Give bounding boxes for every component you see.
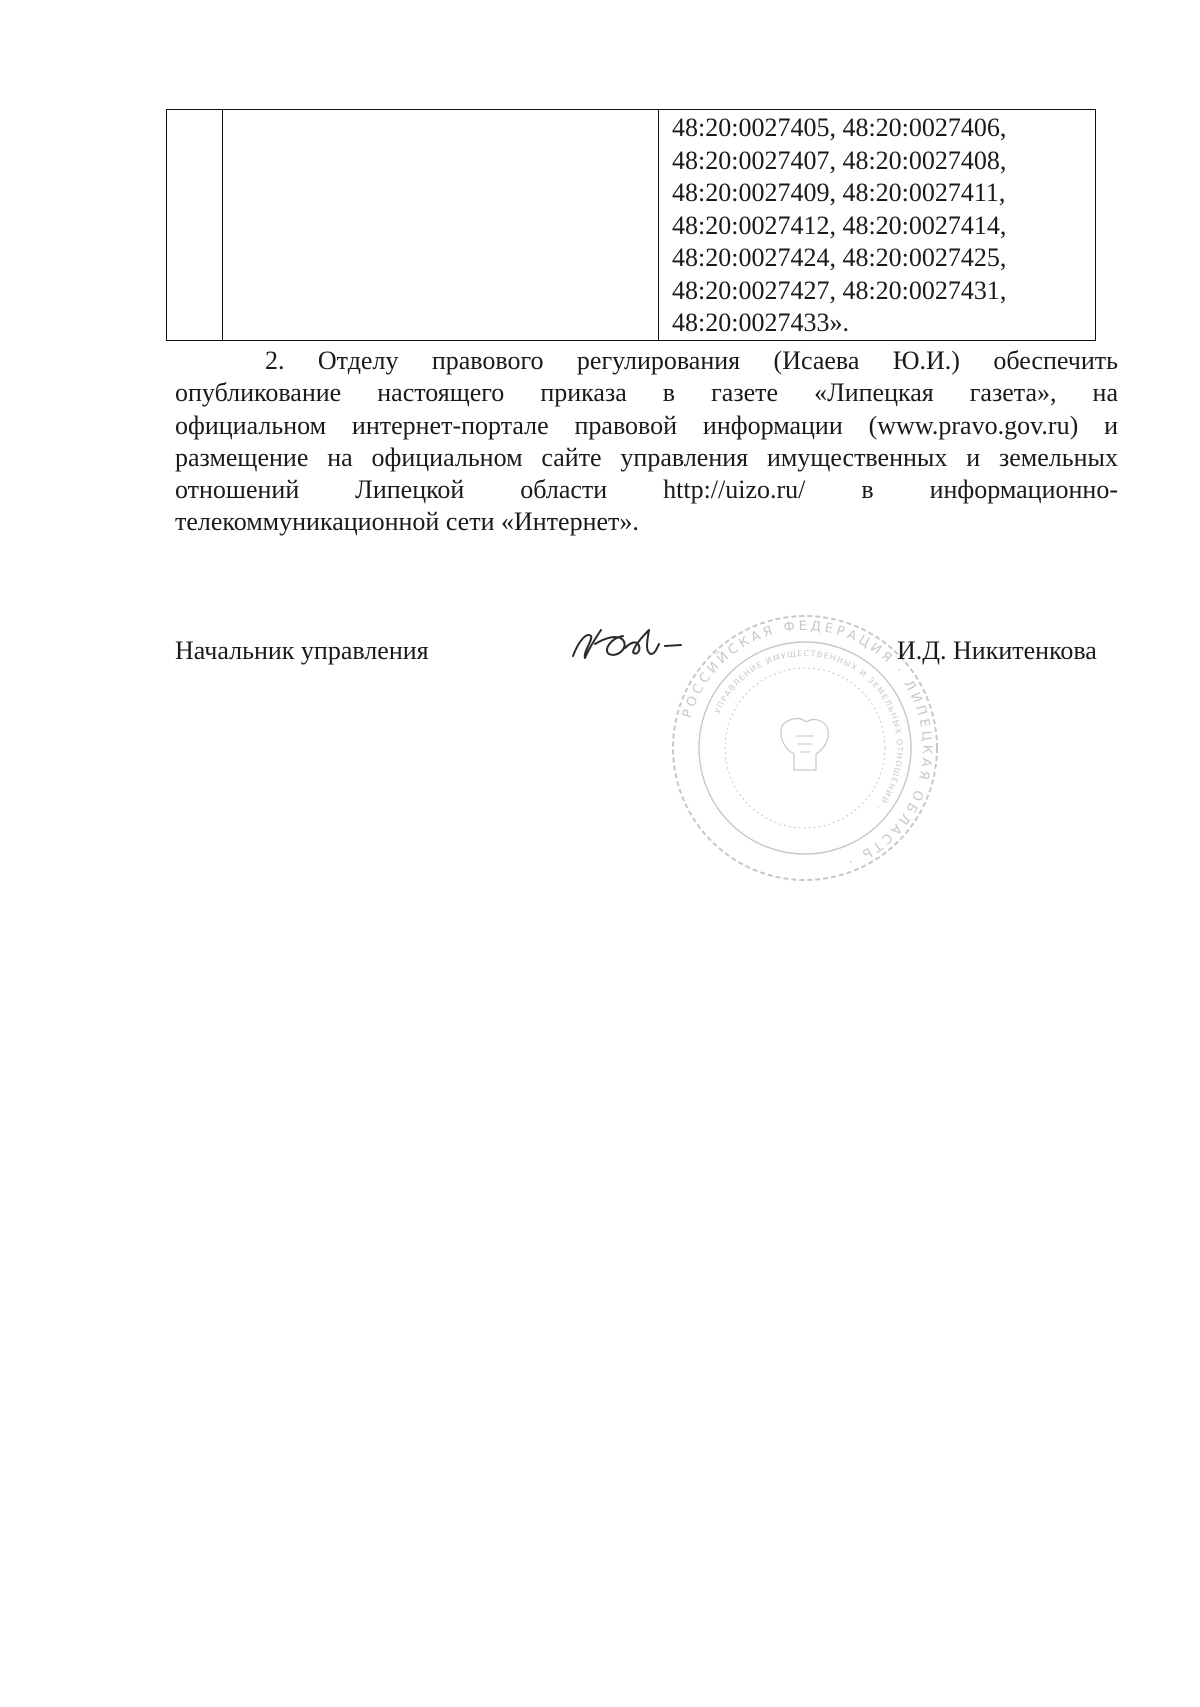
table-cell-cadastral — [659, 110, 1096, 341]
cadastral-line: 48:20:0027409, 48:20:0027411, — [672, 178, 1006, 207]
signatory-name: И.Д. Никитенкова — [897, 636, 1097, 665]
table-row — [167, 110, 1096, 341]
table-cell-name — [223, 110, 659, 341]
cadastral-table — [166, 109, 1096, 341]
paragraph-line: отношений Липецкой области http://uizo.ru/ в информационно- — [175, 475, 1118, 505]
paragraph-line: официальном интернет-портале правовой информации (www.pravo.gov.ru) и — [175, 410, 1118, 440]
paragraph-line: размещение на официальном сайте управления имущественных и земельных — [175, 442, 1118, 472]
cadastral-line: 48:20:0027427, 48:20:0027431, — [672, 275, 1007, 305]
svg-text:УПРАВЛЕНИЕ ИМУЩЕСТВЕННЫХ И ЗЕМ — [713, 649, 904, 812]
signatory-title: Начальник управления — [175, 636, 429, 665]
paragraph-line: опубликование настоящего приказа в газете «Липецкая газета», на — [175, 378, 1118, 408]
stamp-outer-text: РОССИЙСКАЯ ФЕДЕРАЦИЯ · ЛИПЕЦКАЯ ОБЛАСТЬ · — [680, 618, 935, 870]
paragraph-2 — [175, 345, 1118, 539]
cadastral-line: 48:20:0027405, 48:20:0027406, — [672, 113, 1007, 142]
paragraph-line: 2. Отделу правового регулирования (Исаева Ю.И.) обеспечить — [265, 346, 1118, 375]
stamp-inner-text: УПРАВЛЕНИЕ ИМУЩЕСТВЕННЫХ И ЗЕМЕЛЬНЫХ ОТНОШЕНИЙ · — [712, 648, 905, 812]
cadastral-line: 48:20:0027412, 48:20:0027414, — [672, 210, 1007, 240]
cadastral-list — [659, 110, 1095, 340]
paragraph-line: телекоммуникационной сети «Интернет». — [175, 507, 639, 537]
cadastral-line: 48:20:0027424, 48:20:0027425, — [672, 243, 1007, 272]
cadastral-line: 48:20:0027433». — [672, 308, 849, 337]
table-cell-number — [167, 110, 223, 341]
cadastral-line: 48:20:0027407, 48:20:0027408, — [672, 145, 1007, 175]
